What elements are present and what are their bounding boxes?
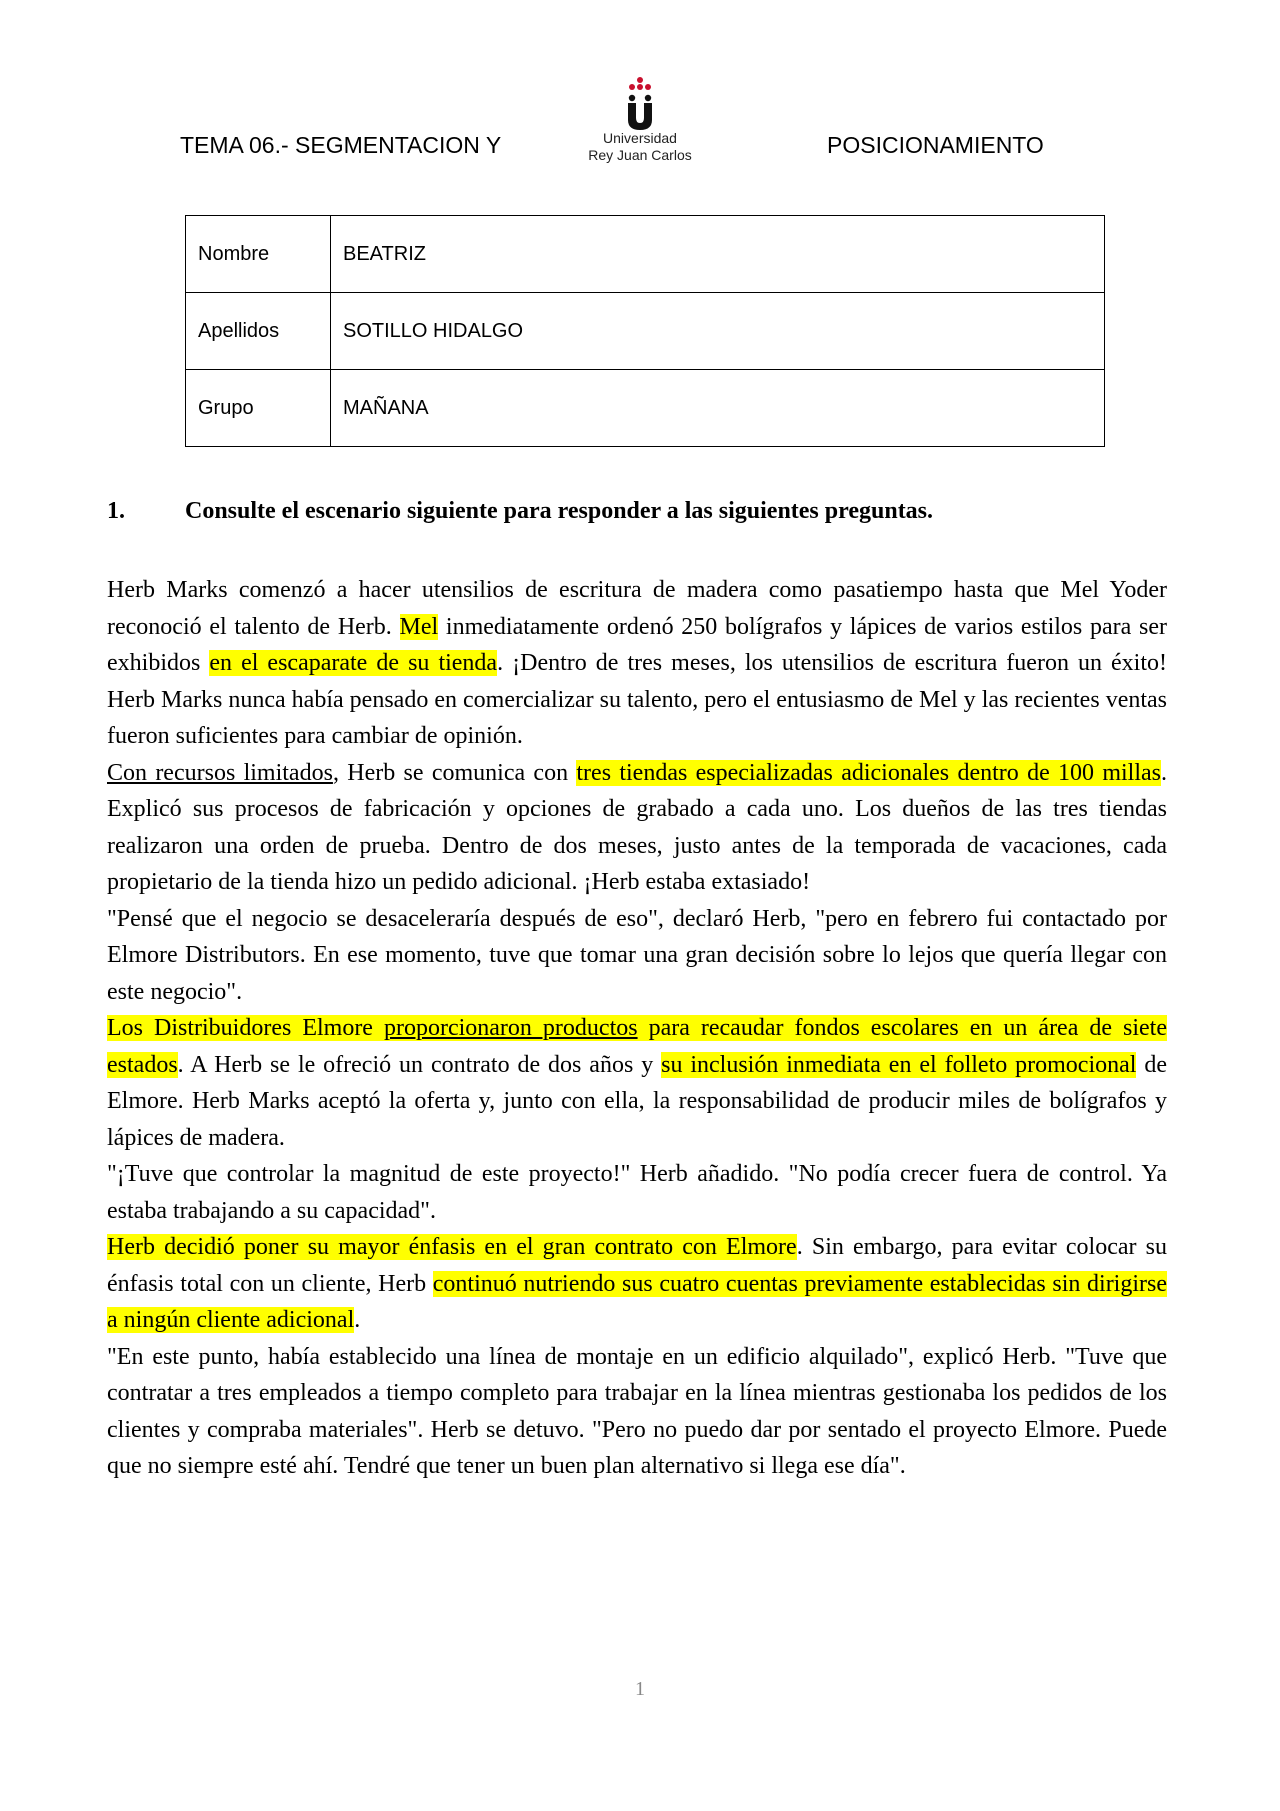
text-run: inmediatamente ordenó 250 bolígrafos y lápices de varios estilos para ser exhibidos <box>107 613 1168 676</box>
text-run: . <box>354 1307 361 1333</box>
student-info-table <box>185 215 1105 447</box>
table-row <box>186 293 1105 370</box>
paragraph-7: "En este punto, había establecido una línea de montaje en un edificio alquilado", explicó Herb. "Tuve que contratar a tres empleados a tiempo completo para trabajar en la línea mientras gestionaba los pedidos de los clientes y compraba materiales". Herb se detuvo. "Pero no puedo dar por sentado el proyecto Elmore. Puede que no siempre esté ahí. Tendré que tener un buen plan alternativo si llega ese día". <box>107 1343 1167 1479</box>
paragraph-3: "Pensé que el negocio se desaceleraría después de eso", declaró Herb, "pero en febrero fui contactado por Elmore Distributors. En ese momento, tuve que tomar una gran decisión sobre lo lejos que quería llegar con este negocio". <box>107 905 1167 1005</box>
table-row <box>186 370 1105 447</box>
scenario-text <box>107 572 1167 1485</box>
page-number: 1 <box>635 1678 645 1700</box>
highlight: Herb decidió poner su mayor énfasis en el gran contrato con Elmore <box>107 1234 797 1260</box>
label-grupo: Grupo <box>186 370 331 447</box>
underlined-text: Con recursos limitados <box>107 759 333 786</box>
label-apellidos: Apellidos <box>186 293 331 370</box>
question-number: 1. <box>107 498 125 524</box>
text-run: . Explicó sus procesos de fabricación y opciones de grabado a cada uno. Los dueños de las tres tiendas realizaron una orden de prueba. Dentro de dos meses, justo antes de la temporada de vacaciones, cada propietario de la tienda hizo un pedido adicional. ¡Herb estaba extasiado! <box>107 759 1168 895</box>
page-header <box>0 60 1280 190</box>
paragraph-5: "¡Tuve que controlar la magnitud de este proyecto!" Herb añadido. "No podía crecer fuera de control. Ya estaba trabajando a su capacidad". <box>107 1161 1167 1224</box>
highlight: tres tiendas especializadas adicionales dentro de 100 millas <box>576 759 1162 786</box>
value-grupo: MAÑANA <box>331 370 1105 447</box>
text-run: , Herb se comunica con <box>332 759 577 786</box>
label-nombre: Nombre <box>186 216 331 293</box>
question-text: Consulte el escenario siguiente para responder a las siguientes preguntas. <box>185 498 934 524</box>
university-logo <box>585 76 695 164</box>
question-heading <box>107 498 1167 525</box>
highlight: Mel <box>399 613 439 640</box>
text-run: . Sin embargo, para evitar colocar su énfasis total con un cliente, Herb <box>107 1234 1168 1297</box>
paragraph-6 <box>107 1229 1167 1339</box>
table-row <box>186 216 1105 293</box>
highlight: para recaudar fondos escolares en un área de siete estados <box>107 1015 1167 1078</box>
header-subtopic: POSICIONAMIENTO <box>827 132 1044 158</box>
value-nombre: BEATRIZ <box>331 216 1105 293</box>
paragraph-2 <box>107 755 1167 901</box>
text-run: . A Herb se le ofreció un contrato de dos años y <box>177 1051 662 1078</box>
highlight-underlined: proporcionaron productos <box>383 1015 638 1041</box>
highlight: Los Distribuidores Elmore <box>107 1015 384 1041</box>
urjc-emblem-icon <box>610 76 670 130</box>
paragraph-4 <box>107 1010 1167 1156</box>
text-run: de Elmore. Herb Marks aceptó la oferta y, junto con ella, la responsabilidad de producir miles de bolígrafos y lápices de madera. <box>107 1051 1168 1151</box>
header-topic: TEMA 06.- SEGMENTACION Y <box>180 132 502 158</box>
logo-line-2: Rey Juan Carlos <box>588 147 692 163</box>
highlight: en el escaparate de su tienda <box>209 650 498 676</box>
text-run: Herb Marks comenzó a hacer utensilios de escritura de madera como pasatiempo hasta que Mel Yoder reconoció el talento de Herb. <box>107 577 1167 640</box>
highlight: su inclusión inmediata en el folleto promocional <box>661 1051 1137 1078</box>
highlight: continuó nutriendo sus cuatro cuentas previamente establecidas sin dirigirse a ningún cliente adicional <box>107 1270 1168 1333</box>
value-apellidos: SOTILLO HIDALGO <box>331 293 1105 370</box>
paragraph-1 <box>107 572 1167 755</box>
logo-line-1: Universidad <box>603 130 677 146</box>
text-run: . ¡Dentro de tres meses, los utensilios de escritura fueron un éxito! Herb Marks nunca había pensado en comercializar su talento, pero el entusiasmo de Mel y las recientes ventas fueron suficientes para cambiar de opinión. <box>107 650 1168 749</box>
